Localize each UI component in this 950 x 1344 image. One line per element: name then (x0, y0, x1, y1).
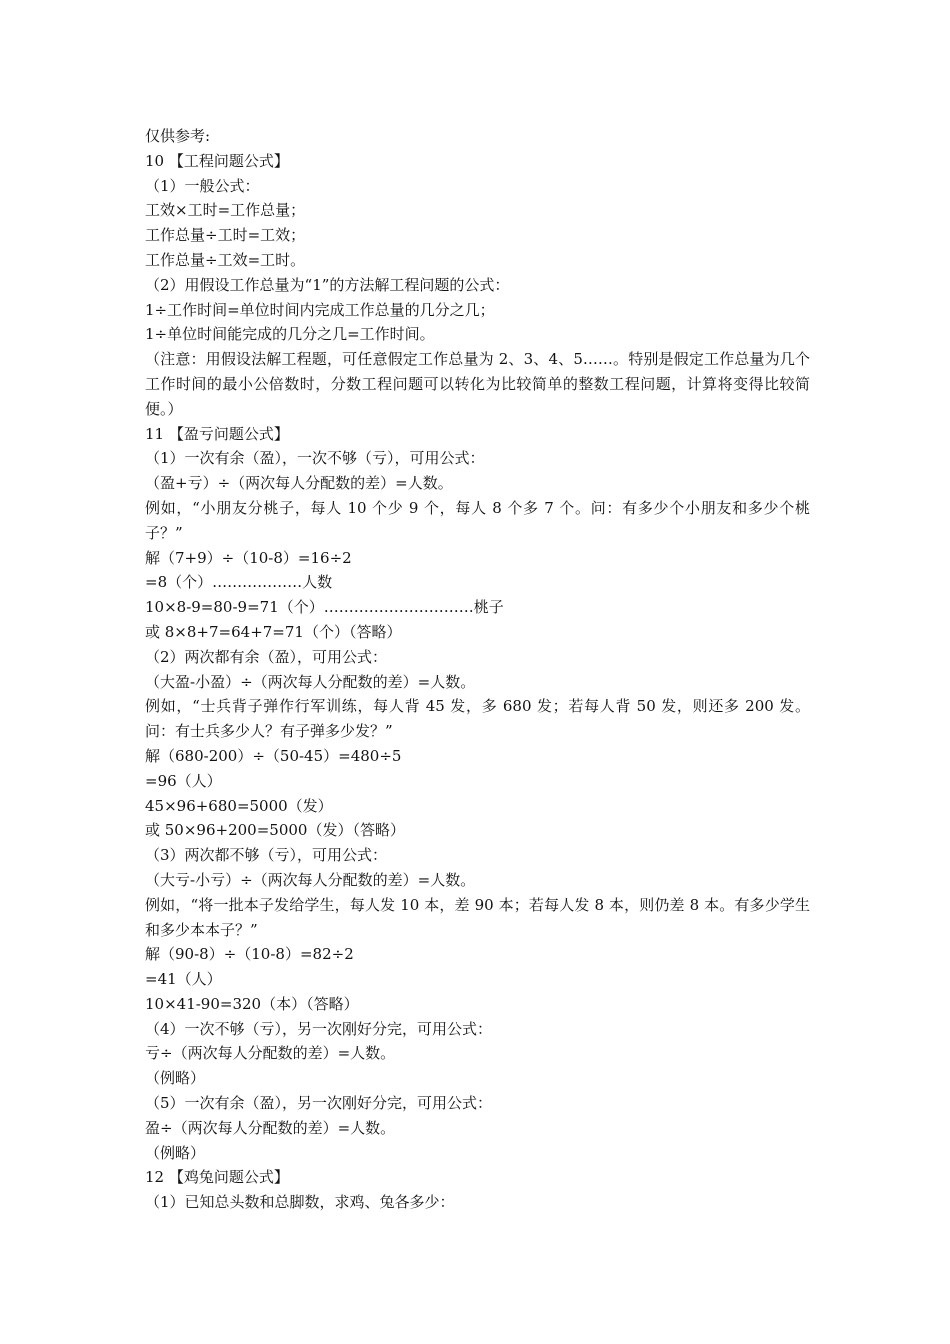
solution-line: =96（人） (145, 771, 222, 790)
formula-line: 工效×工时=工作总量； (145, 201, 306, 220)
formula-line: 工作总量÷工效=工时。 (145, 250, 306, 269)
section-heading-profit-loss: 11 【盈亏问题公式】 (145, 424, 289, 443)
section-heading-chicken-rabbit: 12 【鸡兔问题公式】 (145, 1168, 289, 1187)
solution-line: 或 50×96+200=5000（发）（答略） (145, 821, 405, 840)
solution-line: 或 8×8+7=64+7=71（个）（答略） (145, 622, 402, 641)
text-line: （2）用假设工作总量为“1”的方法解工程问题的公式： (145, 275, 510, 294)
text-line: （1）一般公式： (145, 176, 260, 195)
example-paragraph: 例如，“将一批本子发给学生，每人发 10 本，差 90 本；若每人发 8 本，则仍差 8 本。有多少学生和多少本本子？” (145, 895, 810, 939)
section-heading-engineering: 10 【工程问题公式】 (145, 151, 289, 170)
formula-line: 1÷单位时间能完成的几分之几=工作时间。 (145, 325, 435, 344)
solution-line: =41（人） (145, 970, 222, 989)
solution-line: 解（680-200）÷（50-45）=480÷5 (145, 746, 402, 765)
formula-line: （大盈-小盈）÷（两次每人分配数的差）=人数。 (145, 672, 476, 691)
example-paragraph: 例如，“小朋友分桃子，每人 10 个少 9 个，每人 8 个多 7 个。问：有多少个小朋友和多少个桃子？” (145, 498, 810, 542)
note-paragraph: （注意：用假设法解工程题，可任意假定工作总量为 2、3、4、5……。特别是假定工作总量为几个工作时间的最小公倍数时，分数工程问题可以转化为比较简单的整数工程问题，计算将变得比较简便。） (145, 350, 810, 418)
solution-line: 解（90-8）÷（10-8）=82÷2 (145, 945, 354, 964)
formula-line: 亏÷（两次每人分配数的差）=人数。 (145, 1044, 396, 1063)
text-line: （2）两次都有余（盈），可用公式： (145, 647, 388, 666)
solution-line: 10×8-9=80-9=71（个）…………………………桃子 (145, 598, 504, 617)
example-omitted: （例略） (145, 1143, 206, 1162)
text-line: （1）已知总头数和总脚数，求鸡、兔各多少： (145, 1193, 455, 1212)
reference-note: 仅供参考: (145, 127, 211, 145)
solution-line: 10×41-90=320（本）（答略） (145, 994, 359, 1013)
formula-line: 工作总量÷工时=工效； (145, 226, 306, 245)
formula-line: （盈+亏）÷（两次每人分配数的差）=人数。 (145, 474, 453, 493)
text-line: （3）两次都不够（亏），可用公式： (145, 846, 388, 865)
text-line: （1）一次有余（盈），一次不够（亏），可用公式： (145, 449, 485, 468)
solution-line: =8（个）………………人数 (145, 573, 333, 592)
example-paragraph: 例如，“士兵背子弹作行军训练，每人背 45 发，多 680 发；若每人背 50 发，则还多 200 发。问：有士兵多少人？有子弹多少发？” (145, 697, 810, 741)
text-line: （5）一次有余（盈），另一次刚好分完，可用公式： (145, 1094, 493, 1113)
formula-line: 1÷工作时间=单位时间内完成工作总量的几分之几； (145, 300, 495, 319)
example-omitted: （例略） (145, 1069, 206, 1088)
solution-line: 45×96+680=5000（发） (145, 796, 333, 815)
document-page (145, 124, 810, 1215)
solution-line: 解（7+9）÷（10-8）=16÷2 (145, 548, 352, 567)
text-line: （4）一次不够（亏），另一次刚好分完，可用公式： (145, 1019, 493, 1038)
formula-line: （大亏-小亏）÷（两次每人分配数的差）=人数。 (145, 870, 476, 889)
formula-line: 盈÷（两次每人分配数的差）=人数。 (145, 1118, 396, 1137)
